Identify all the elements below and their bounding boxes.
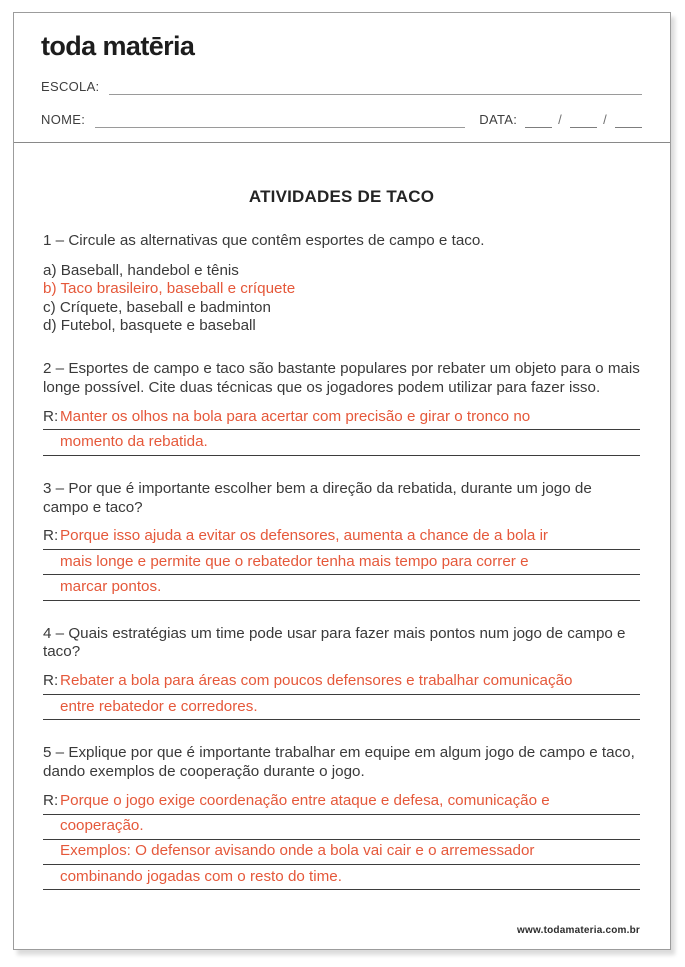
question-4-answer — [43, 671, 640, 720]
toda-materia-logo: toda matēria — [41, 31, 195, 61]
question-3-text: 3 – Por que é importante escolher bem a direção da rebatida, durante um jogo de campo e taco? — [43, 479, 592, 516]
question-2-answer — [43, 407, 640, 456]
name-date-row — [41, 112, 642, 128]
answer-line — [43, 791, 640, 815]
answer-text: momento da rebatida. — [60, 432, 208, 450]
answer-prefix: R: — [43, 407, 59, 425]
worksheet-content — [14, 143, 670, 890]
question-5-text: 5 – Explique por que é importante trabalhar em equipe em algum jogo de campo e taco, dando exemplos de cooperação durante o jogo. — [43, 744, 635, 781]
school-label: ESCOLA: — [41, 79, 100, 94]
question-4-text: 4 – Quais estratégias um time pode usar para fazer mais pontos num jogo de campo e taco? — [43, 624, 626, 661]
date-month-blank-line — [570, 113, 597, 128]
worksheet-page — [13, 12, 671, 950]
question-2-text: 2 – Esportes de campo e taco são bastante populares por rebater um objeto para o mais longe possível. Cite duas técnicas que os jogadores podem utilizar para fazer isso. — [43, 360, 640, 396]
answer-line — [43, 697, 640, 721]
answer-text: entre rebatedor e corredores. — [60, 697, 258, 715]
page-header — [14, 13, 670, 143]
answer-text: mais longe e permite que o rebatedor tenha mais tempo para correr e — [60, 552, 529, 570]
question-1-options — [43, 262, 640, 336]
answer-line — [43, 816, 640, 840]
answer-text: Manter os olhos na bola para acertar com precisão e girar o tronco no — [60, 407, 531, 425]
date-label: DATA: — [479, 112, 518, 127]
answer-text: combinando jogadas com o resto do time. — [60, 867, 342, 885]
answer-line — [43, 577, 640, 601]
answer-line — [43, 526, 640, 550]
worksheet-title: ATIVIDADES DE TACO — [248, 187, 435, 206]
answer-text: Porque isso ajuda a evitar os defensores, aumenta a chance de a bola ir — [60, 527, 548, 545]
option-d: d) Futebol, basquete e baseball — [43, 317, 256, 335]
answer-prefix: R: — [43, 672, 59, 690]
answer-text: marcar pontos. — [60, 577, 162, 595]
question-1-text: 1 – Circule as alternativas que contêm esportes de campo e taco. — [43, 232, 485, 249]
answer-line — [43, 841, 640, 865]
answer-line — [43, 552, 640, 576]
question-5-answer — [43, 791, 640, 890]
answer-prefix: R: — [43, 527, 59, 545]
answer-text: Porque o jogo exige coordenação entre ataque e defesa, comunicação e — [60, 791, 550, 809]
date-year-blank-line — [615, 113, 642, 128]
school-field-row — [41, 79, 642, 95]
answer-text: cooperação. — [60, 817, 144, 835]
option-c: c) Críquete, baseball e badminton — [43, 298, 271, 316]
date-day-blank-line — [525, 113, 552, 128]
answer-line — [43, 407, 640, 431]
name-blank-line — [95, 113, 465, 128]
question-3-answer — [43, 526, 640, 600]
answer-text: Exemplos: O defensor avisando onde a bola vai cair e o arremessador — [60, 842, 535, 860]
answer-prefix: R: — [43, 791, 59, 809]
option-b-correct-answer: b) Taco brasileiro, baseball e críquete — [43, 280, 296, 298]
school-blank-line — [109, 80, 642, 95]
answer-text: Rebater a bola para áreas com poucos defensores e trabalhar comunicação — [60, 672, 573, 690]
option-a: a) Baseball, handebol e tênis — [43, 261, 239, 279]
answer-line — [43, 671, 640, 695]
answer-line — [43, 867, 640, 891]
date-slash: / — [603, 112, 607, 127]
website-url: www.todamateria.com.br — [517, 925, 640, 936]
name-label: NOME: — [41, 112, 86, 127]
date-slash: / — [558, 112, 563, 127]
answer-line — [43, 432, 640, 456]
